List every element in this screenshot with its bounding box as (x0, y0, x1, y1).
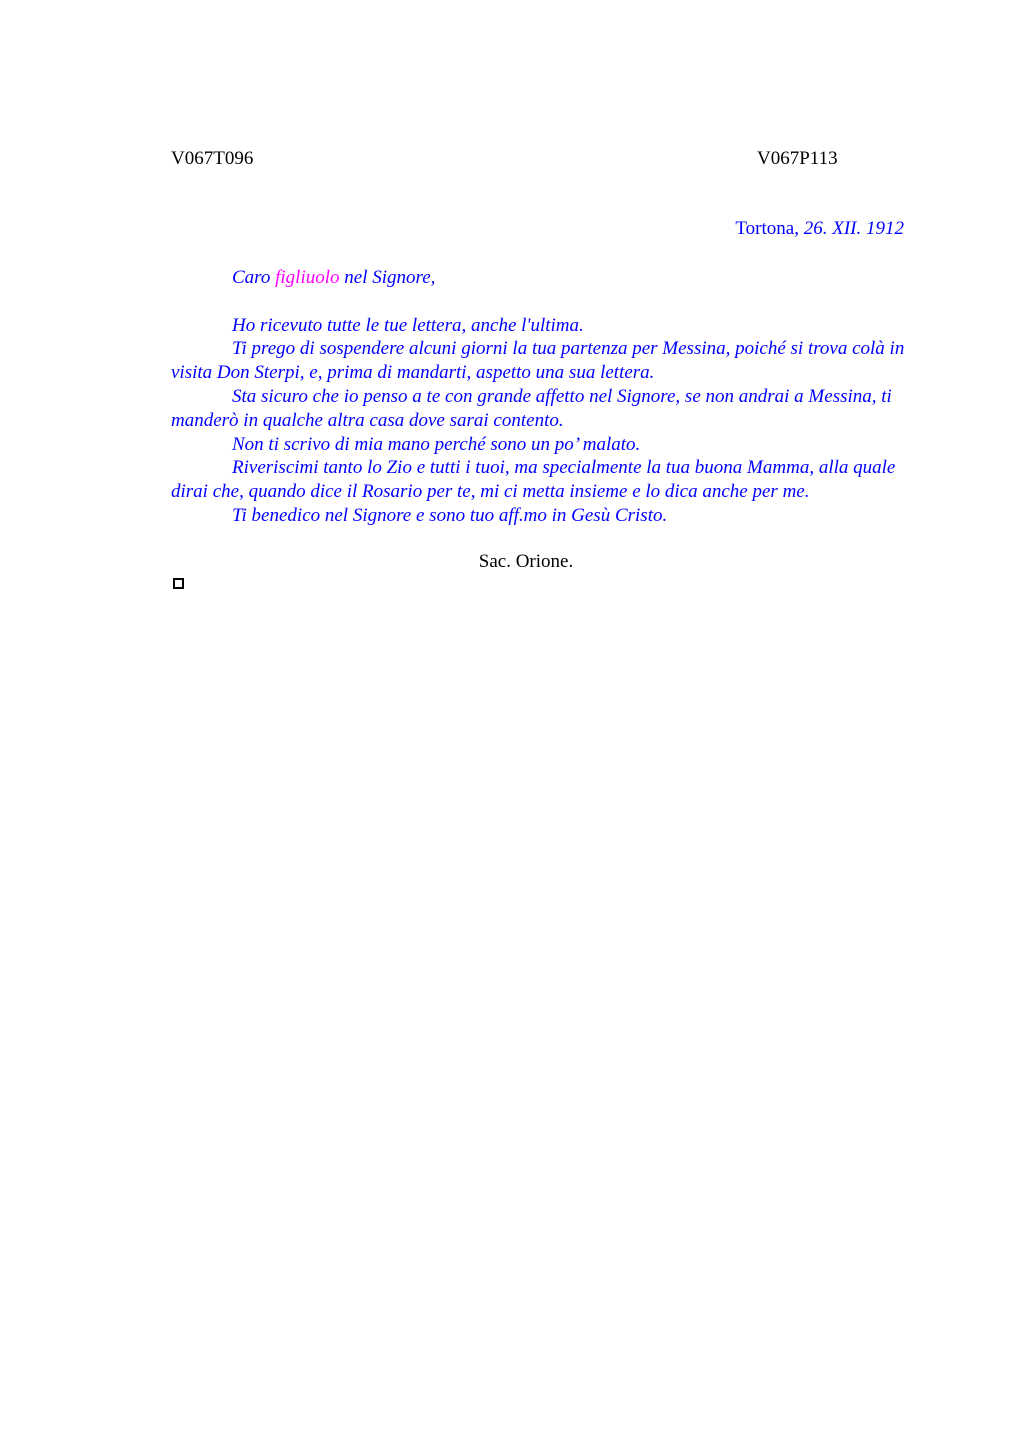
dateline-date: , 26. XII. 1912 (794, 218, 904, 239)
letter-paragraph: Riveriscimi tanto lo Zio e tutti i tuoi, ma specialmente la tua buona Mamma, alla quale dirai che, quando dice il Rosario per te, mi ci metta insieme e lo dica anche per me. (171, 457, 896, 503)
document-code-right: V067P113 (757, 148, 838, 169)
salutation-highlight: figliuolo (275, 267, 340, 288)
letter-paragraph: Ti prego di sospendere alcuni giorni la tua partenza per Messina, poiché si trova colà in visita Don Sterpi, e, prima di mandarti, aspetto una sua lettera. (171, 338, 905, 384)
letter-paragraph: Ti benedico nel Signore e sono tuo aff.mo in Gesù Cristo. (232, 504, 668, 526)
salutation-end: nel Signore, (339, 267, 436, 288)
letter-paragraph: Ho ricevuto tutte le tue lettera, anche l'ultima. (232, 314, 584, 336)
document-code-left: V067T096 (171, 148, 254, 169)
signature: Sac. Orione. (478, 551, 574, 572)
letter-paragraph: Non ti scrivo di mia mano perché sono un po’ malato. (232, 433, 641, 455)
letter-paragraph: Sta sicuro che io penso a te con grande affetto nel Signore, se non andrai a Messina, ti manderò in qualche altra casa dove sarai contento. (171, 385, 892, 431)
square-outline-icon (173, 578, 184, 589)
letter-body (171, 266, 917, 528)
salutation-start: Caro (232, 267, 276, 288)
dateline-place: Tortona (735, 218, 795, 239)
dateline (735, 218, 904, 240)
salutation (171, 266, 917, 290)
